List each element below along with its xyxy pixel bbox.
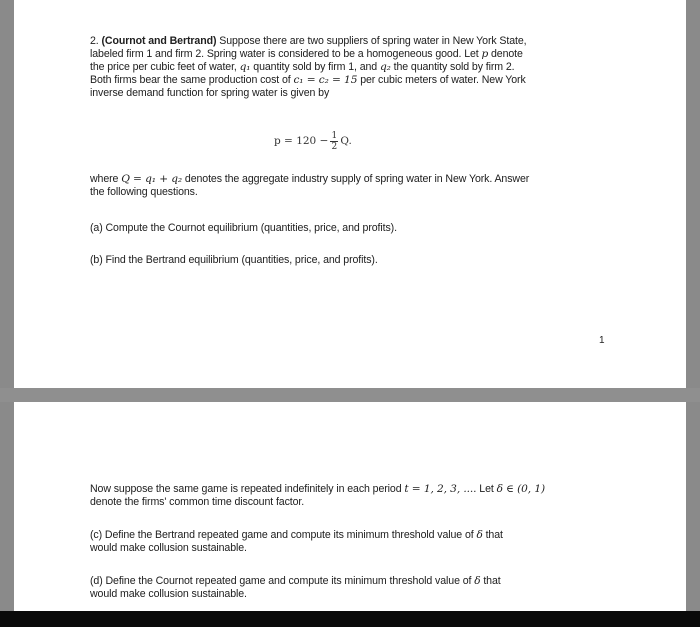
page-number: 1 (599, 335, 605, 346)
question-c: (c) Define the Bertrand repeated game and compute its minimum threshold value of δ that would make collusion sustainable. (90, 529, 503, 554)
problem-number: 2. (90, 35, 99, 47)
where-paragraph: where Q = q₁ + q₂ denotes the aggregate industry supply of spring water in New York. Answer the following questions. (90, 173, 530, 198)
page-2 (14, 402, 686, 611)
equation-fraction: $\frac{1}{2}$ (331, 130, 338, 152)
page-1 (14, 0, 686, 388)
viewer-right-margin (686, 0, 700, 612)
page-separator (0, 388, 700, 402)
equation-rhs: Q. (340, 135, 352, 147)
viewer-left-margin (0, 0, 14, 612)
bottom-bar (0, 611, 700, 627)
question-a: (a) Compute the Cournot equilibrium (quantities, price, and profits). (90, 222, 397, 234)
question-d: (d) Define the Cournot repeated game and compute its minimum threshold value of δ that would make collusion sustainable. (90, 575, 501, 600)
problem-intro: 2. (Cournot and Bertrand) Suppose there are two suppliers of spring water in New York State, labeled firm 1 and firm 2. Spring water is considered to be a homogeneous good. Let p denote the price per cubic feet of water, q₁ quantity sold by firm 1, and q₂ the quantity sold by firm 2. Both firms bear the same production cost of c₁ = c₂ = 15 per cubic meters of water. New York inverse demand function for spring water is given by (90, 35, 527, 99)
inverse-demand-equation (274, 126, 352, 156)
equation-lhs: p = 120 − (274, 135, 329, 147)
problem-title: (Cournot and Bertrand) (101, 35, 217, 47)
question-b: (b) Find the Bertrand equilibrium (quantities, price, and profits). (90, 254, 378, 266)
repeated-game-intro: Now suppose the same game is repeated indefinitely in each period t = 1, 2, 3, .... Let δ ∈ (0, 1) denote the firms' common time discount factor. (90, 483, 545, 508)
